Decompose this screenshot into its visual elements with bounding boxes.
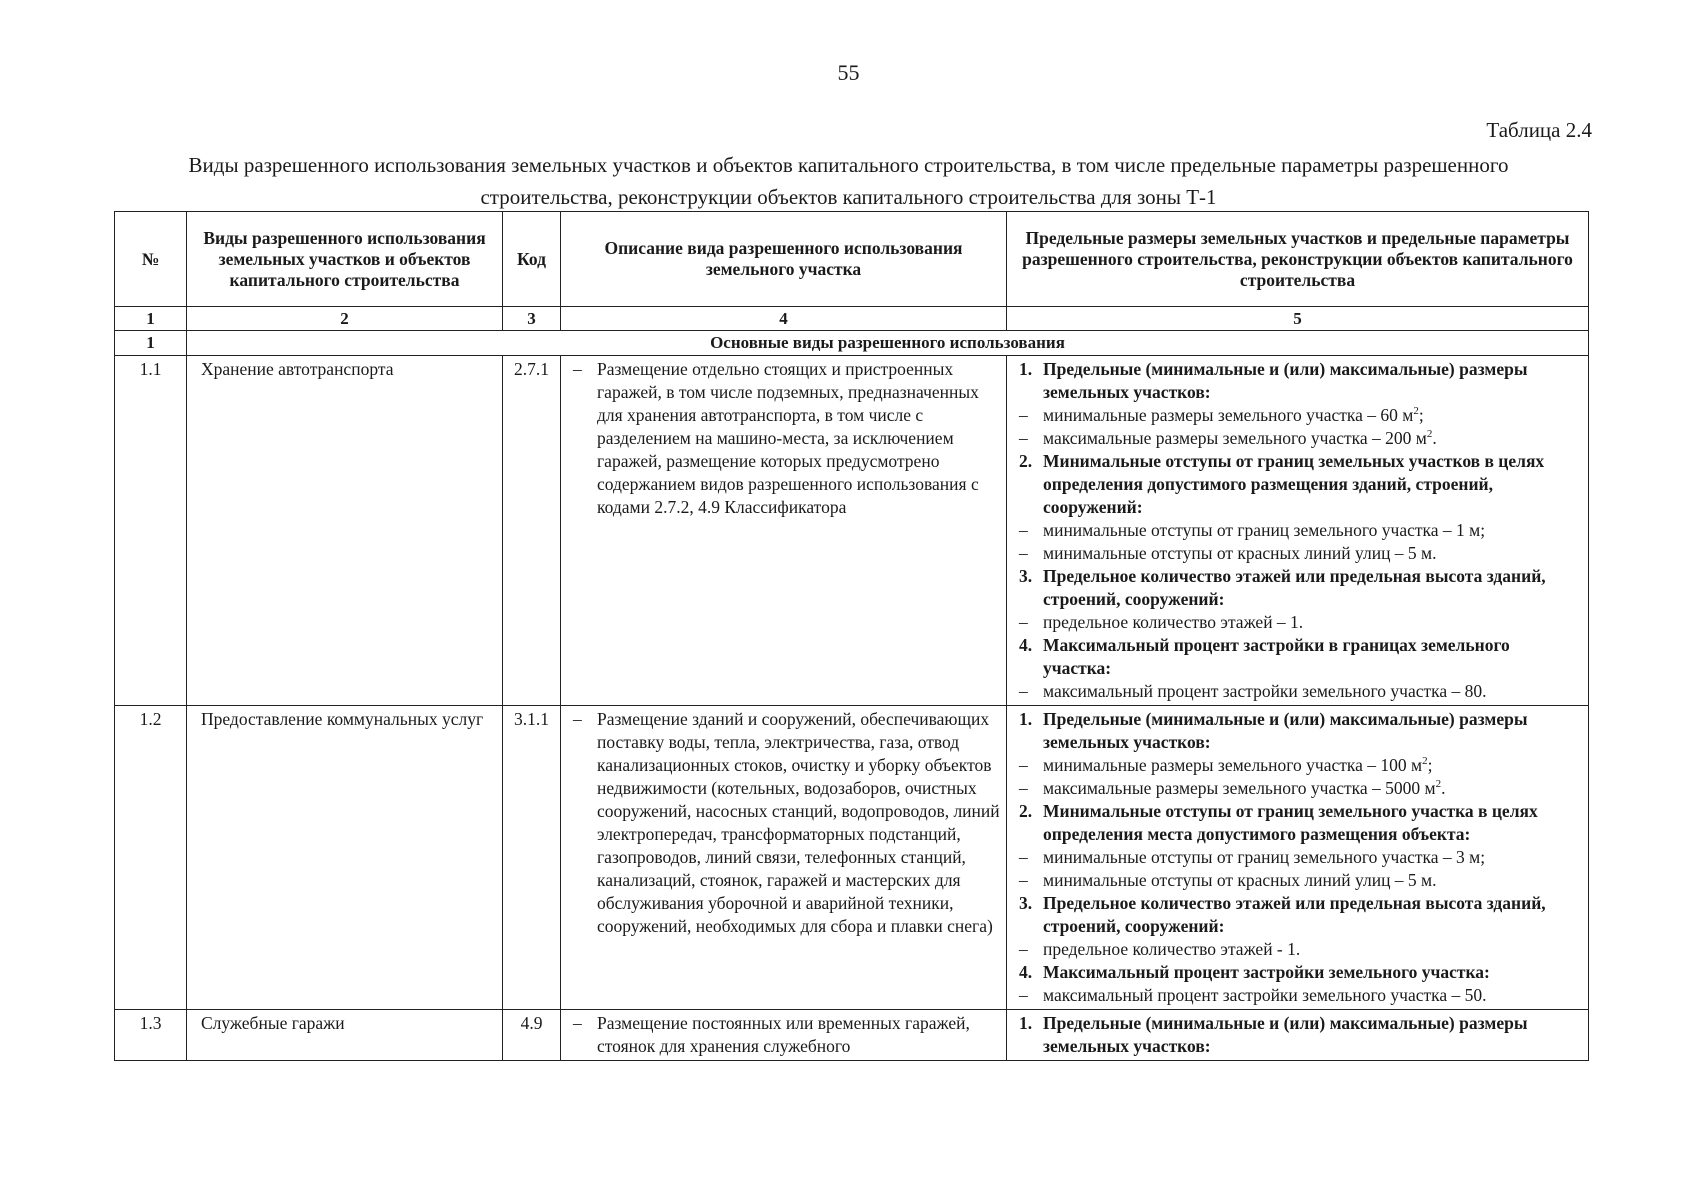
param-item [1013,404,1582,427]
row-use-name: Предоставление коммунальных услуг [187,706,503,1010]
param-heading [1013,1012,1582,1058]
param-item: – максимальный процент застройки земельного участка – 80. [1013,680,1582,703]
column-number: 2 [187,307,503,331]
param-item-text: максимальные размеры земельного участка – 5000 м [1043,778,1436,798]
table-row [115,1010,1589,1061]
row-number: 1.1 [115,356,187,706]
param-item: – минимальные отступы от границ земельного участка – 3 м; [1013,846,1582,869]
param-heading [1013,634,1582,680]
param-heading-text: Предельное количество этажей или предельная высота зданий, строений, сооружений: [1043,566,1546,609]
param-number: 1. [1019,359,1033,379]
row-limits [1007,1010,1589,1061]
param-heading [1013,892,1582,938]
param-item-text: максимальные размеры земельного участка – 200 м [1043,428,1427,448]
description-item: – Размещение постоянных или временных гаражей, стоянок для хранения служебного [567,1012,1000,1058]
param-heading [1013,358,1582,404]
param-heading [1013,450,1582,519]
row-description [561,706,1007,1010]
row-description [561,356,1007,706]
param-item [1013,777,1582,800]
param-number: 1. [1019,1013,1033,1033]
header-types: Виды разрешенного использования земельных участков и объектов капитального строительства [187,212,503,307]
table-label: Таблица 2.4 [1486,118,1592,142]
column-number-row [115,307,1589,331]
column-number: 4 [561,307,1007,331]
punctuation: ; [1418,405,1424,425]
unit-superscript: 2 [1413,405,1419,418]
header-description: Описание вида разрешенного использования земельного участка [561,212,1007,307]
section-title: Основные виды разрешенного использования [187,331,1589,356]
param-heading [1013,565,1582,611]
page-number: 55 [837,60,860,85]
param-heading [1013,961,1582,984]
param-number: 2. [1019,451,1033,471]
punctuation: ; [1427,755,1433,775]
param-heading-text: Максимальный процент застройки в границах земельного участка: [1043,635,1510,678]
column-number: 5 [1007,307,1589,331]
description-item: – Размещение зданий и сооружений, обеспечивающих поставку воды, тепла, электричества, газа, отвод канализационных стоков, очистку и уборку объектов недвижимости (котельных, водозаборов, очистных сооружений, насосных станций, водопроводов, линий электропередач, трансформаторных подстанций, газопроводов, линий связи, телефонных станций, канализаций, стоянок, гаражей и мастерских для обслуживания уборочной и аварийной техники, сооружений, необходимых для сбора и плавки снега) [567,708,1000,938]
param-item: – максимальный процент застройки земельного участка – 50. [1013,984,1582,1007]
param-heading [1013,708,1582,754]
table-row [115,706,1589,1010]
param-item: – минимальные отступы от красных линий улиц – 5 м. [1013,542,1582,565]
header-num: № [115,212,187,307]
param-number: 4. [1019,635,1033,655]
row-limits [1007,356,1589,706]
permitted-use-table [114,211,1589,1061]
param-item: – предельное количество этажей – 1. [1013,611,1582,634]
header-limits: Предельные размеры земельных участков и предельные параметры разрешенного строительства, реконструкции объектов капитального строительства [1007,212,1589,307]
param-heading-text: Предельные (минимальные и (или) максимальные) размеры земельных участков: [1043,1013,1528,1056]
param-heading-text: Минимальные отступы от границ земельного участка в целях определения места допустимого размещения объекта: [1043,801,1538,844]
unit-superscript: 2 [1422,755,1428,768]
param-heading-text: Предельные (минимальные и (или) максимальные) размеры земельных участков: [1043,709,1528,752]
row-use-name: Хранение автотранспорта [187,356,503,706]
row-code: 4.9 [503,1010,561,1061]
section-number: 1 [115,331,187,356]
param-item: – минимальные отступы от красных линий улиц – 5 м. [1013,869,1582,892]
param-number: 1. [1019,709,1033,729]
header-row [115,212,1589,307]
param-heading-text: Предельное количество этажей или предельная высота зданий, строений, сооружений: [1043,893,1546,936]
unit-superscript: 2 [1435,778,1442,791]
row-number: 1.2 [115,706,187,1010]
param-heading-text: Максимальный процент застройки земельного участка: [1043,962,1490,982]
row-code: 2.7.1 [503,356,561,706]
param-heading [1013,800,1582,846]
param-heading-text: Минимальные отступы от границ земельных участков в целях определения допустимого размещения зданий, строений, сооружений: [1043,451,1545,517]
column-number: 3 [503,307,561,331]
param-number: 3. [1019,566,1033,586]
param-item-text: минимальные размеры земельного участка – 100 м [1043,755,1423,775]
param-number: 2. [1019,801,1033,821]
row-number: 1.3 [115,1010,187,1061]
header-code: Код [503,212,561,307]
table-row [115,356,1589,706]
punctuation: . [1441,778,1446,798]
param-item [1013,754,1582,777]
param-item [1013,427,1582,450]
row-use-name: Служебные гаражи [187,1010,503,1061]
table-title: Виды разрешенного использования земельных участков и объектов капитального строительства, в том числе предельные параметры разрешенного строительства, реконструкции объектов капитального строительства для зоны Т-1 [188,153,1509,209]
section-row [115,331,1589,356]
param-item-text: минимальные размеры земельного участка – 60 м [1043,405,1414,425]
param-item: – предельное количество этажей - 1. [1013,938,1582,961]
param-number: 4. [1019,962,1033,982]
row-limits [1007,706,1589,1010]
param-number: 3. [1019,893,1033,913]
row-description [561,1010,1007,1061]
param-item: – минимальные отступы от границ земельного участка – 1 м; [1013,519,1582,542]
punctuation: . [1432,428,1437,448]
column-number: 1 [115,307,187,331]
row-code: 3.1.1 [503,706,561,1010]
description-item: – Размещение отдельно стоящих и пристроенных гаражей, в том числе подземных, предназначенных для хранения автотранспорта, в том числе с разделением на машино-места, за исключением гаражей, размещение которых предусмотрено содержанием видов разрешенного использования с кодами 2.7.2, 4.9 Классификатора [567,358,1000,519]
unit-superscript: 2 [1426,428,1433,441]
param-heading-text: Предельные (минимальные и (или) максимальные) размеры земельных участков: [1043,359,1528,402]
